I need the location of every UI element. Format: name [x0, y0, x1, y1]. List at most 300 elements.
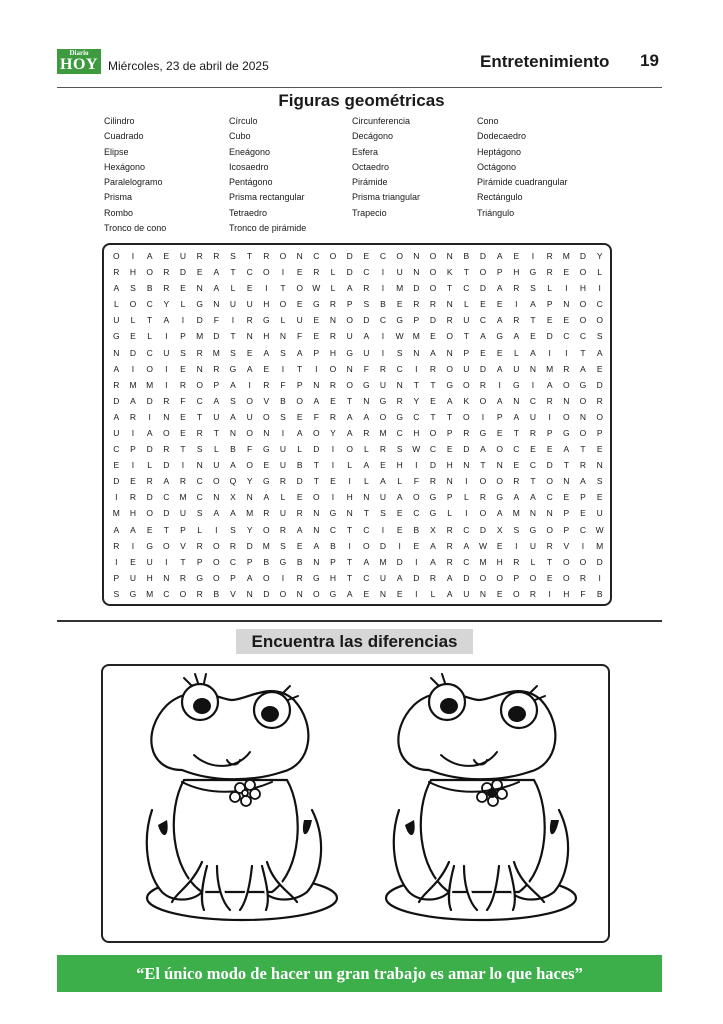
wordsearch-word: Pentágono: [229, 177, 273, 188]
grid-letter: B: [413, 524, 420, 535]
grid-letter: I: [215, 524, 218, 535]
grid-letter: R: [329, 379, 337, 390]
grid-letter: I: [531, 251, 535, 262]
grid-letter: N: [263, 428, 270, 439]
wordsearch-word: Decágono: [352, 131, 394, 142]
grid-letter: I: [181, 460, 185, 471]
grid-letter: E: [563, 315, 570, 326]
grid-letter: A: [296, 347, 303, 358]
grid-letter: P: [330, 556, 336, 567]
grid-letter: A: [163, 315, 170, 326]
grid-letter: U: [246, 411, 253, 422]
grid-letter: I: [281, 267, 285, 278]
grid-letter: S: [280, 347, 286, 358]
grid-letter: T: [363, 508, 369, 519]
quote-text: “El único modo de hacer un gran trabajo es amar lo que haces”: [136, 964, 583, 983]
grid-letter: G: [563, 428, 570, 439]
grid-letter: D: [479, 524, 487, 535]
grid-letter: P: [180, 331, 186, 342]
grid-letter: N: [396, 379, 403, 390]
grid-letter: A: [496, 251, 503, 262]
grid-letter: C: [413, 411, 420, 422]
grid-letter: T: [563, 460, 569, 471]
grid-letter: P: [546, 299, 553, 310]
grid-letter: X: [496, 524, 503, 535]
grid-letter: R: [163, 283, 170, 294]
wordsearch-title: Figuras geométricas: [278, 91, 445, 110]
grid-letter: A: [513, 492, 520, 503]
grid-letter: O: [329, 363, 337, 374]
grid-letter: U: [113, 315, 120, 326]
grid-letter: E: [296, 411, 303, 422]
grid-letter: N: [413, 251, 420, 262]
grid-letter: I: [465, 476, 468, 487]
grid-letter: O: [263, 267, 270, 278]
grid-letter: A: [496, 283, 503, 294]
grid-letter: A: [213, 508, 220, 519]
wordsearch-word: Prisma triangular: [352, 192, 421, 203]
grid-letter: T: [513, 428, 519, 439]
grid-letter: I: [381, 331, 385, 342]
grid-letter: L: [330, 283, 336, 294]
wordsearch-word: Icosaedro: [229, 161, 269, 172]
grid-letter: H: [146, 572, 153, 583]
grid-letter: G: [496, 331, 503, 342]
grid-letter: M: [246, 508, 254, 519]
grid-letter: R: [296, 508, 303, 519]
grid-letter: R: [196, 251, 203, 262]
wordsearch-word: Cilindro: [104, 116, 135, 126]
grid-letter: O: [396, 251, 403, 262]
grid-letter: I: [465, 508, 468, 519]
grid-letter: D: [179, 267, 187, 278]
grid-letter: A: [430, 540, 436, 551]
grid-letter: R: [446, 540, 453, 551]
grid-letter: N: [313, 508, 320, 519]
grid-letter: V: [263, 395, 270, 406]
grid-letter: T: [230, 331, 236, 342]
grid-letter: N: [413, 267, 420, 278]
grid-letter: H: [446, 460, 453, 471]
grid-letter: P: [296, 379, 303, 390]
grid-letter: O: [213, 540, 220, 551]
grid-letter: N: [413, 347, 420, 358]
grid-letter: R: [529, 428, 537, 439]
grid-letter: G: [113, 331, 120, 342]
grid-letter: O: [463, 411, 470, 422]
page-number: 19: [640, 51, 659, 70]
grid-letter: G: [229, 363, 237, 374]
grid-letter: S: [230, 347, 236, 358]
grid-letter: L: [180, 299, 186, 310]
grid-letter: O: [146, 363, 153, 374]
grid-letter: W: [478, 540, 487, 551]
grid-letter: U: [379, 492, 387, 503]
wordsearch-word: Trapecio: [352, 207, 387, 218]
grid-letter: L: [347, 460, 353, 471]
grid-letter: N: [313, 556, 320, 567]
grid-letter: N: [446, 299, 453, 310]
grid-letter: C: [396, 363, 403, 374]
grid-letter: A: [346, 411, 353, 422]
grid-letter: O: [479, 395, 487, 406]
grid-letter: E: [546, 444, 553, 455]
grid-letter: L: [463, 299, 469, 310]
grid-letter: I: [531, 379, 535, 390]
grid-letter: E: [396, 508, 403, 519]
grid-letter: L: [197, 524, 203, 535]
grid-letter: R: [446, 524, 453, 535]
grid-letter: P: [446, 428, 453, 439]
grid-letter: A: [396, 492, 403, 503]
grid-letter: T: [147, 315, 153, 326]
grid-letter: L: [363, 444, 369, 455]
grid-letter: P: [546, 428, 553, 439]
grid-letter: B: [230, 444, 236, 455]
grid-letter: O: [246, 428, 253, 439]
grid-letter: I: [415, 556, 418, 567]
grid-letter: O: [479, 572, 487, 583]
wordsearch-word: Pirámide cuadrangular: [477, 177, 568, 188]
wordsearch-word: Círculo: [229, 116, 258, 126]
grid-letter: T: [413, 379, 419, 390]
grid-letter: R: [179, 572, 187, 583]
grid-letter: M: [512, 508, 520, 519]
quote-banner: [57, 955, 662, 992]
grid-letter: R: [329, 411, 337, 422]
grid-letter: H: [129, 508, 137, 519]
grid-letter: N: [463, 460, 470, 471]
grid-letter: E: [146, 524, 153, 535]
grid-letter: I: [131, 363, 135, 374]
grid-letter: G: [346, 347, 353, 358]
grid-letter: H: [496, 556, 503, 567]
grid-letter: S: [596, 331, 603, 342]
grid-letter: D: [363, 315, 370, 326]
grid-letter: N: [213, 492, 220, 503]
grid-letter: R: [513, 476, 520, 487]
grid-letter: D: [163, 460, 170, 471]
grid-letter: V: [180, 540, 186, 551]
grid-letter: E: [130, 331, 136, 342]
grid-letter: E: [180, 283, 186, 294]
grid-letter: L: [530, 556, 536, 567]
grid-letter: D: [396, 556, 403, 567]
grid-letter: G: [279, 556, 287, 567]
grid-letter: C: [563, 331, 570, 342]
grid-letter: F: [180, 395, 186, 406]
grid-letter: O: [313, 428, 320, 439]
grid-letter: U: [213, 460, 220, 471]
grid-letter: E: [180, 428, 186, 439]
grid-letter: L: [430, 588, 436, 599]
grid-letter: R: [263, 251, 270, 262]
grid-letter: E: [446, 444, 453, 455]
wordsearch-word: Cuadrado: [104, 131, 144, 142]
grid-letter: A: [146, 428, 153, 439]
grid-letter: U: [229, 299, 237, 310]
grid-letter: T: [347, 524, 353, 535]
grid-letter: S: [230, 524, 236, 535]
grid-letter: D: [213, 331, 220, 342]
grid-letter: H: [329, 347, 337, 358]
grid-letter: N: [213, 299, 220, 310]
grid-letter: R: [363, 283, 370, 294]
grid-letter: K: [446, 267, 453, 278]
grid-letter: U: [379, 572, 387, 583]
grid-letter: S: [230, 251, 236, 262]
grid-letter: C: [513, 444, 520, 455]
grid-letter: U: [213, 411, 220, 422]
grid-letter: A: [296, 428, 303, 439]
grid-letter: U: [163, 347, 170, 358]
grid-letter: C: [146, 347, 153, 358]
grid-letter: P: [563, 508, 570, 519]
grid-letter: N: [496, 460, 503, 471]
grid-letter: Y: [246, 524, 253, 535]
grid-letter: P: [563, 524, 570, 535]
grid-letter: N: [329, 315, 337, 326]
grid-letter: E: [396, 524, 403, 535]
grid-letter: E: [480, 347, 486, 358]
grid-letter: A: [263, 347, 270, 358]
grid-letter: A: [213, 283, 220, 294]
grid-letter: T: [313, 476, 319, 487]
grid-letter: U: [396, 267, 403, 278]
grid-letter: R: [179, 379, 187, 390]
grid-letter: G: [513, 379, 520, 390]
grid-letter: M: [396, 283, 404, 294]
wordsearch-word-list: [104, 116, 614, 238]
grid-letter: O: [179, 588, 187, 599]
grid-letter: R: [446, 315, 453, 326]
wordsearch-word: Paralelogramo: [104, 177, 163, 188]
grid-letter: C: [413, 508, 420, 519]
grid-letter: R: [129, 492, 137, 503]
grid-letter: C: [363, 267, 370, 278]
grid-letter: T: [180, 444, 186, 455]
grid-letter: S: [280, 540, 286, 551]
wordsearch-word: Octágono: [477, 161, 517, 172]
grid-letter: L: [513, 347, 519, 358]
grid-letter: O: [563, 556, 570, 567]
grid-letter: G: [263, 444, 270, 455]
grid-letter: O: [546, 524, 553, 535]
grid-letter: E: [196, 267, 203, 278]
grid-letter: S: [113, 588, 120, 599]
grid-letter: T: [430, 411, 436, 422]
grid-letter: E: [263, 363, 270, 374]
grid-letter: A: [163, 476, 170, 487]
grid-letter: Y: [330, 428, 336, 439]
grid-letter: S: [280, 411, 286, 422]
grid-letter: S: [596, 476, 603, 487]
grid-letter: I: [381, 283, 385, 294]
grid-letter: G: [429, 508, 437, 519]
grid-letter: D: [546, 460, 553, 471]
grid-letter: A: [563, 444, 570, 455]
grid-letter: Y: [596, 251, 603, 262]
grid-letter: P: [496, 267, 503, 278]
grid-letter: A: [213, 267, 220, 278]
grid-letter: A: [496, 395, 503, 406]
wordsearch-word: Pirámide: [352, 177, 388, 188]
grid-letter: C: [463, 283, 470, 294]
grid-letter: O: [579, 267, 587, 278]
grid-letter: P: [313, 347, 320, 358]
grid-letter: I: [165, 556, 168, 567]
grid-letter: P: [196, 556, 203, 567]
grid-letter: R: [513, 315, 520, 326]
grid-letter: N: [363, 492, 370, 503]
grid-letter: G: [146, 540, 153, 551]
grid-letter: C: [546, 492, 553, 503]
grid-letter: U: [146, 556, 153, 567]
grid-letter: O: [546, 476, 553, 487]
grid-letter: E: [180, 411, 186, 422]
grid-letter: I: [548, 411, 551, 422]
grid-letter: O: [496, 572, 503, 583]
grid-letter: L: [213, 444, 219, 455]
grid-letter: T: [530, 476, 536, 487]
grid-letter: E: [296, 267, 303, 278]
grid-letter: N: [196, 460, 203, 471]
wordsearch-word: Circunferencia: [352, 116, 411, 126]
grid-letter: E: [330, 476, 336, 487]
grid-letter: A: [296, 524, 303, 535]
grid-letter: O: [313, 492, 320, 503]
grid-letter: E: [430, 331, 436, 342]
grid-letter: I: [131, 460, 135, 471]
grid-letter: T: [347, 572, 353, 583]
grid-letter: N: [563, 299, 570, 310]
grid-letter: I: [131, 251, 135, 262]
grid-letter: I: [481, 411, 485, 422]
grid-letter: R: [513, 283, 520, 294]
section-divider: [57, 620, 662, 622]
grid-letter: A: [230, 460, 236, 471]
grid-letter: E: [163, 251, 170, 262]
grid-letter: T: [530, 315, 536, 326]
grid-letter: A: [113, 363, 120, 374]
grid-letter: A: [246, 572, 253, 583]
grid-letter: U: [529, 540, 537, 551]
grid-letter: C: [363, 572, 370, 583]
grid-letter: N: [229, 428, 237, 439]
grid-letter: B: [380, 299, 386, 310]
grid-letter: M: [262, 540, 270, 551]
grid-letter: E: [596, 444, 603, 455]
grid-letter: C: [196, 492, 203, 503]
grid-letter: N: [513, 395, 520, 406]
grid-letter: P: [580, 492, 586, 503]
grid-letter: T: [547, 556, 553, 567]
grid-letter: A: [313, 540, 320, 551]
grid-letter: D: [146, 444, 153, 455]
grid-letter: I: [165, 331, 168, 342]
grid-letter: R: [329, 299, 337, 310]
grid-letter: I: [331, 460, 335, 471]
grid-letter: D: [413, 283, 420, 294]
grid-letter: H: [129, 267, 137, 278]
grid-letter: R: [129, 411, 137, 422]
grid-letter: E: [313, 315, 320, 326]
grid-letter: S: [530, 283, 536, 294]
grid-letter: G: [329, 588, 337, 599]
grid-letter: R: [429, 476, 437, 487]
grid-letter: C: [146, 299, 153, 310]
grid-letter: A: [230, 411, 236, 422]
grid-letter: G: [329, 508, 337, 519]
grid-letter: I: [131, 428, 135, 439]
grid-letter: U: [279, 444, 287, 455]
grid-letter: R: [463, 428, 470, 439]
grid-letter: S: [130, 283, 136, 294]
grid-letter: C: [329, 524, 337, 535]
grid-letter: S: [396, 347, 403, 358]
grid-letter: R: [163, 267, 170, 278]
grid-letter: R: [213, 251, 220, 262]
grid-letter: W: [395, 331, 404, 342]
grid-letter: R: [263, 508, 270, 519]
grid-letter: B: [596, 588, 603, 599]
grid-letter: L: [330, 267, 336, 278]
grid-letter: G: [479, 428, 487, 439]
grid-letter: D: [313, 444, 320, 455]
grid-letter: O: [296, 395, 303, 406]
wordsearch-word: Tetraedro: [229, 207, 268, 218]
grid-letter: M: [112, 508, 120, 519]
grid-letter: O: [496, 476, 503, 487]
grid-letter: P: [413, 315, 420, 326]
grid-letter: I: [331, 444, 335, 455]
grid-letter: D: [379, 540, 387, 551]
grid-letter: E: [363, 588, 370, 599]
grid-letter: R: [196, 347, 203, 358]
grid-letter: H: [413, 428, 420, 439]
grid-letter: O: [146, 267, 153, 278]
grid-letter: O: [429, 251, 437, 262]
grid-letter: H: [346, 492, 353, 503]
grid-letter: E: [513, 460, 520, 471]
grid-letter: L: [447, 508, 453, 519]
grid-letter: E: [296, 299, 303, 310]
grid-letter: R: [429, 363, 437, 374]
grid-letter: E: [396, 588, 403, 599]
grid-letter: G: [496, 492, 503, 503]
grid-letter: O: [596, 315, 603, 326]
grid-letter: I: [148, 411, 151, 422]
grid-letter: T: [197, 411, 203, 422]
grid-letter: O: [463, 379, 470, 390]
grid-letter: H: [579, 283, 587, 294]
grid-letter: O: [329, 251, 337, 262]
grid-letter: U: [113, 428, 120, 439]
grid-letter: A: [346, 588, 353, 599]
grid-letter: U: [463, 363, 470, 374]
grid-letter: N: [346, 363, 353, 374]
grid-letter: H: [513, 267, 520, 278]
grid-letter: B: [330, 540, 336, 551]
grid-letter: A: [446, 588, 453, 599]
grid-letter: O: [279, 588, 287, 599]
grid-letter: D: [479, 283, 487, 294]
grid-letter: A: [430, 347, 436, 358]
grid-letter: R: [279, 524, 287, 535]
grid-letter: R: [379, 444, 387, 455]
grid-letter: C: [196, 395, 203, 406]
grid-letter: E: [113, 460, 120, 471]
